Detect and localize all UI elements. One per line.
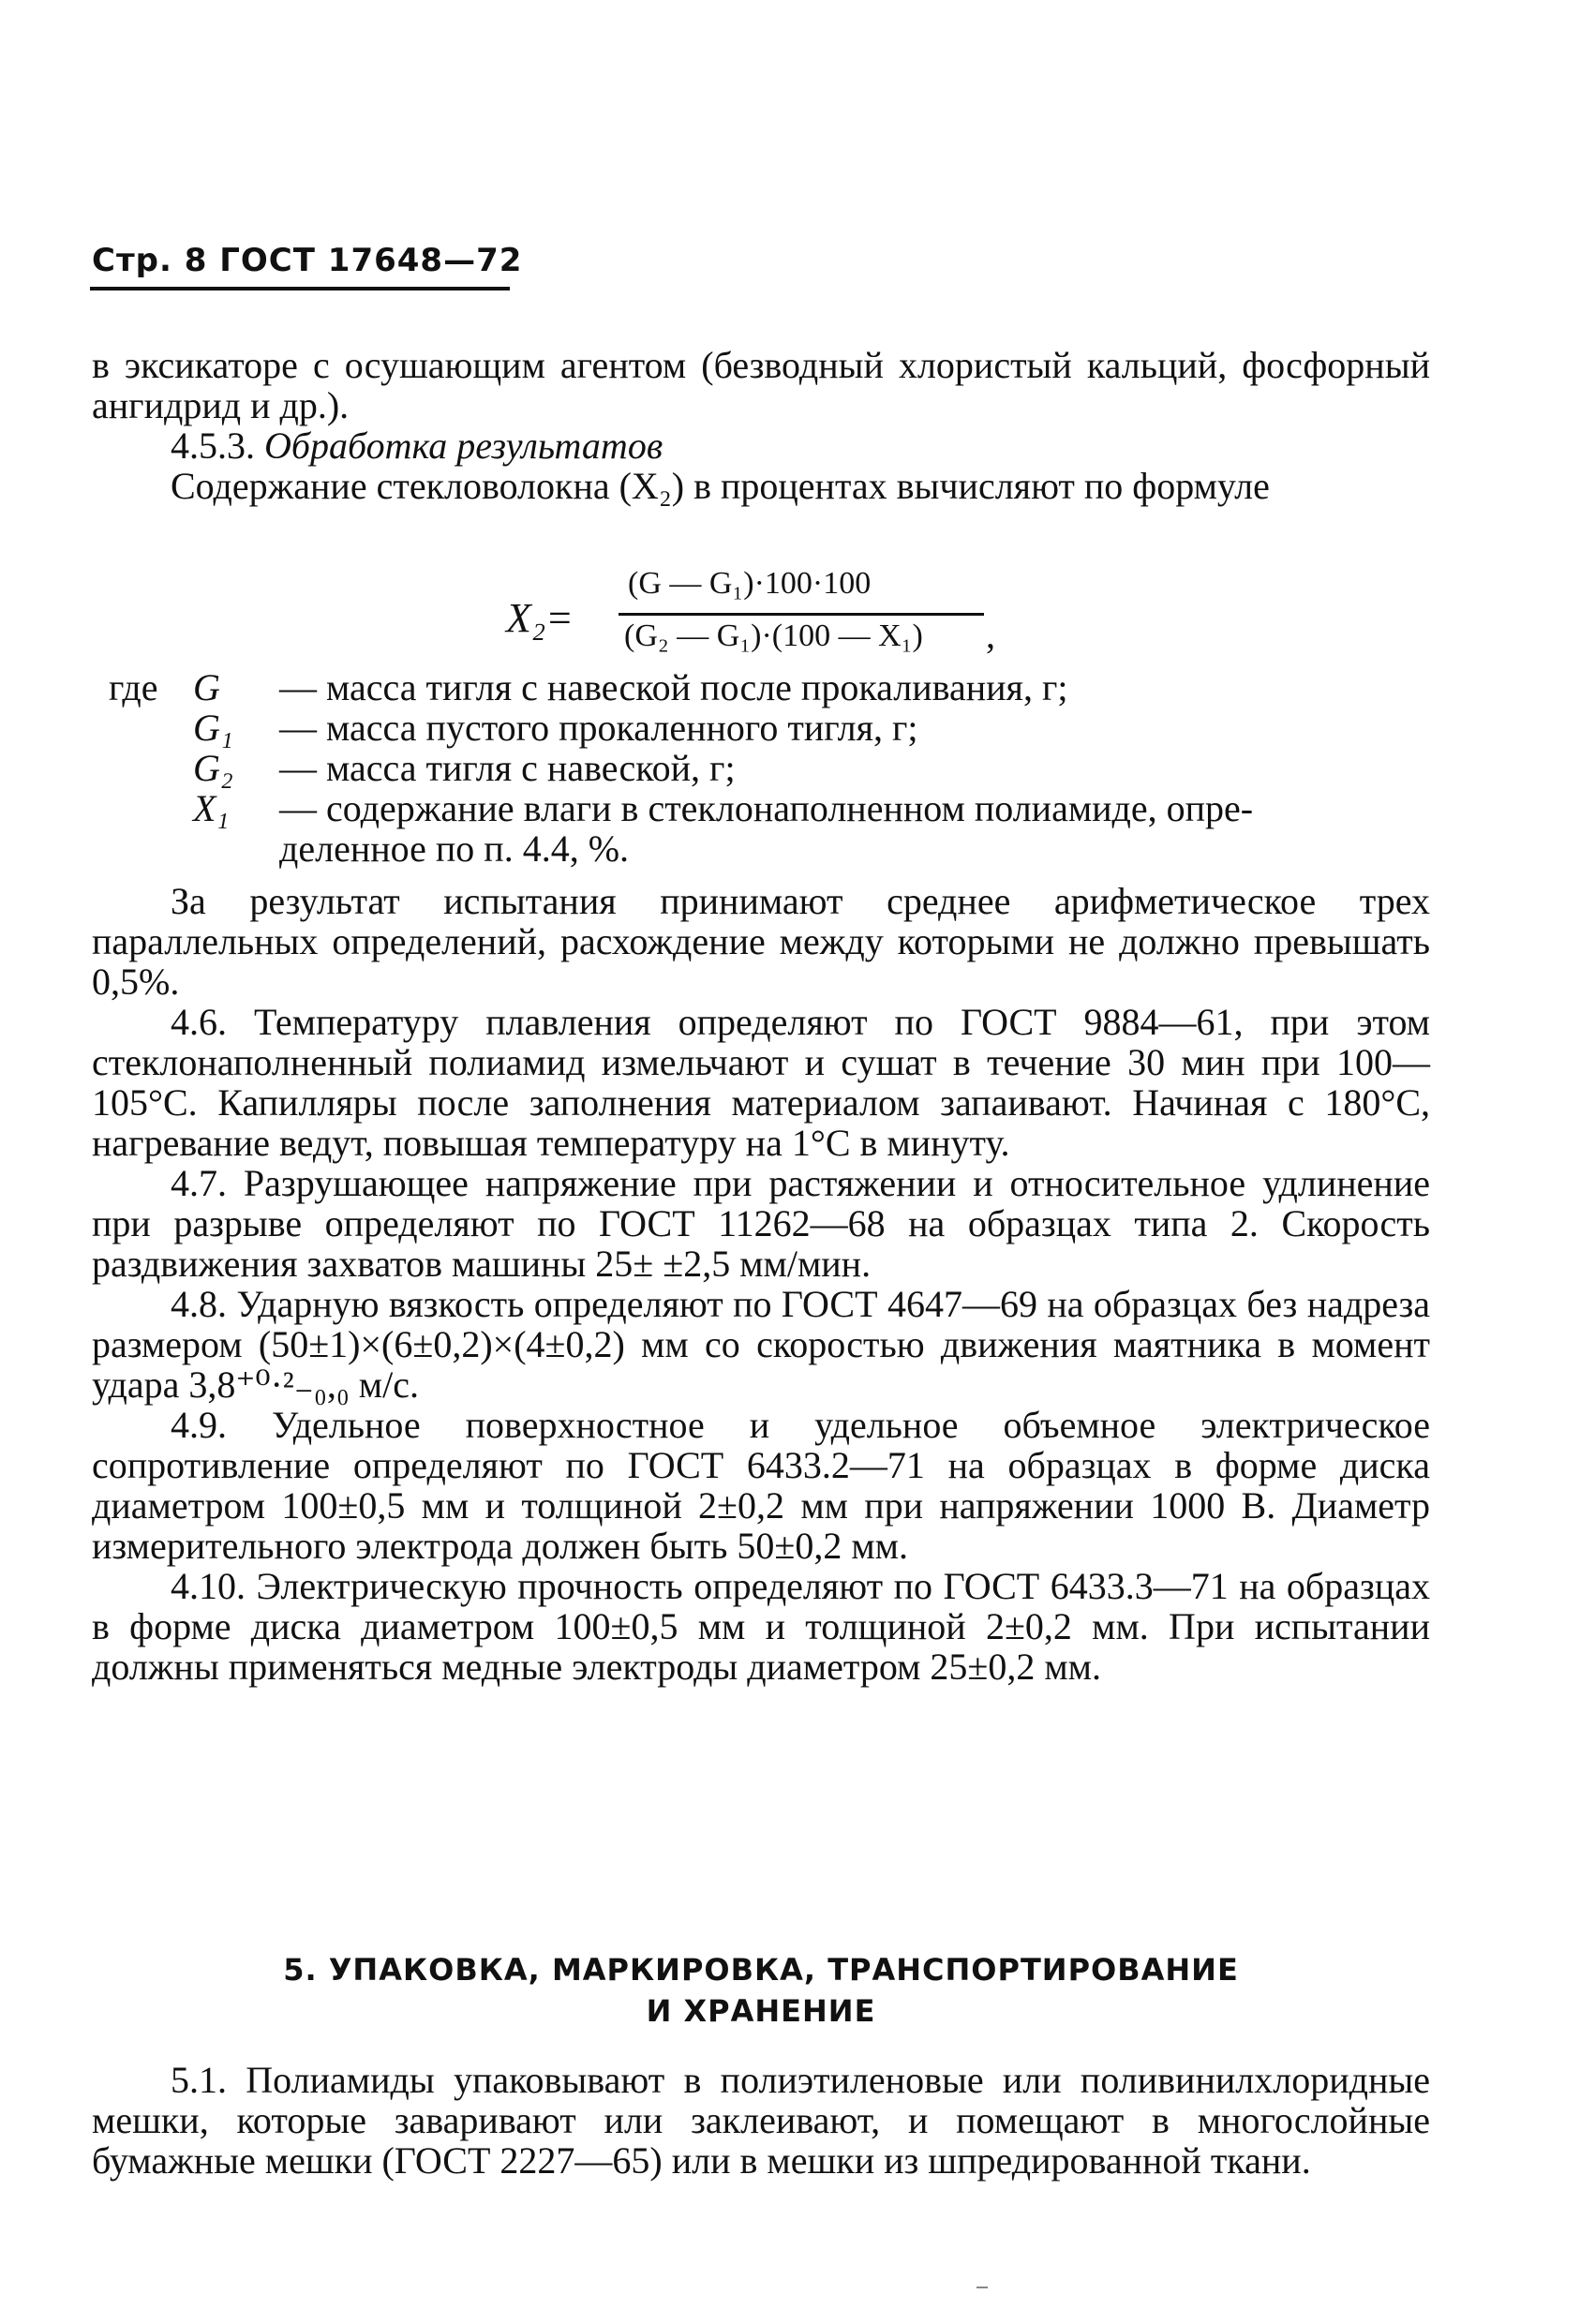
formula-lhs: X₂= — [506, 595, 574, 641]
definition-item — [109, 708, 1430, 748]
definition-text: — масса тигля с навеской, г; — [279, 747, 736, 789]
header-rule — [90, 287, 510, 290]
paragraph-4-6: 4.6. Температуру плавления определяют по ГОСТ 9884—61, при этом стеклонаполненный полиамид измельчают и сушат в течение 30 мин при 100—105°С. Капилляры после заполнения материалом запаивают. Начиная с 180°С, нагревание ведут, повышая температуру на 1°С в минуту. — [92, 1001, 1430, 1164]
definition-symbol: G₂ — [193, 747, 233, 789]
page-header: Стр. 8 ГОСТ 17648—72 — [92, 242, 523, 279]
definition-continuation: деленное по п. 4.4, %. — [279, 827, 630, 870]
formula-intro: Содержание стекловолокна (X₂) в процентах вычисляют по формуле — [171, 465, 1270, 507]
definition-symbol: G — [193, 666, 220, 708]
page-mark — [976, 2287, 988, 2288]
definition-symbol: G₁ — [193, 707, 233, 749]
paragraph-4-9: 4.9. Удельное поверхностное и удельное объемное электрическое сопротивление определяют по ГОСТ 6433.2—71 на образцах в форме диска диаметром 100±0,5 мм и толщиной 2±0,2 мм при напряжении 1000 В. Диаметр измерительного электрода должен быть 50±0,2 мм. — [92, 1404, 1430, 1567]
paragraph-4-10: 4.10. Электрическую прочность определяют по ГОСТ 6433.3—71 на образцах в форме диска диаметром 100±0,5 мм и толщиной 2±0,2 мм. При испытании должны применяться медные электроды диаметром 25±0,2 мм. — [92, 1565, 1430, 1688]
section-number: 4.5.3. — [171, 425, 255, 467]
definition-item — [109, 667, 1430, 708]
paragraph-4-7: 4.7. Разрушающее напряжение при растяжении и относительное удлинение при разрыве определяют по ГОСТ 11262—68 на образцах типа 2. Скорость раздвижения захватов машины 25± ±2,5 мм/мин. — [92, 1162, 1430, 1285]
formula-numerator: (G — G₁)·100·100 — [628, 566, 872, 601]
formula-denominator: (G₂ — G₁)·(100 — X₁) — [624, 618, 923, 653]
paragraph-4-8: 4.8. Ударную вязкость определяют по ГОСТ 4647—69 на образцах без надреза размером (50±1)×(6±0,2)×(4±0,2) мм со скоростью движения маятника в момент удара 3,8⁺⁰·²₋₀,₀ м/с. — [92, 1283, 1430, 1406]
section-title: Обработка результатов — [264, 425, 663, 467]
definition-text: — масса пустого прокаленного тигля, г; — [279, 707, 918, 749]
definitions-list — [109, 667, 1430, 869]
definition-item — [109, 788, 1430, 828]
intro-block — [92, 345, 1430, 506]
definition-text: — содержание влаги в стеклонаполненном полиамиде, опре- — [279, 787, 1254, 829]
definition-lead — [109, 788, 193, 828]
formula — [506, 566, 1087, 669]
definition-item — [109, 748, 1430, 788]
paragraph-5-1: 5.1. Полиамиды упаковывают в полиэтиленовые или поливинилхлоридные мешки, которые заваривают или заклеивают, и помещают в многослойные бумажные мешки (ГОСТ 2227—65) или в мешки из шпредированной ткани. — [92, 2059, 1430, 2182]
definition-symbol: X₁ — [193, 787, 230, 829]
main-paragraphs — [92, 881, 1430, 1687]
fraction-bar — [619, 613, 984, 616]
section-5-body — [92, 2060, 1430, 2181]
section-5-title-line2: И ХРАНЕНИЕ — [646, 1993, 876, 2029]
section-4-5-3-heading — [92, 425, 1430, 466]
section-5-title-line1: 5. УПАКОВКА, МАРКИРОВКА, ТРАНСПОРТИРОВАНИЕ — [283, 1952, 1239, 1988]
intro-paragraph: в эксикаторе с осушающим агентом (безводный хлористый кальций, фосфорный ангидрид и др.). — [92, 344, 1430, 426]
definition-lead — [109, 708, 193, 748]
section-5-heading — [92, 1949, 1430, 2032]
definition-text: — масса тигля с навеской после прокаливания, г; — [279, 666, 1068, 708]
definition-lead: где — [109, 666, 158, 708]
paragraph-result: За результат испытания принимают среднее арифметическое трех параллельных определений, расхождение между которыми не должно превышать 0,5%. — [92, 880, 1430, 1003]
definition-lead — [109, 748, 193, 788]
formula-trail: , — [986, 614, 995, 656]
